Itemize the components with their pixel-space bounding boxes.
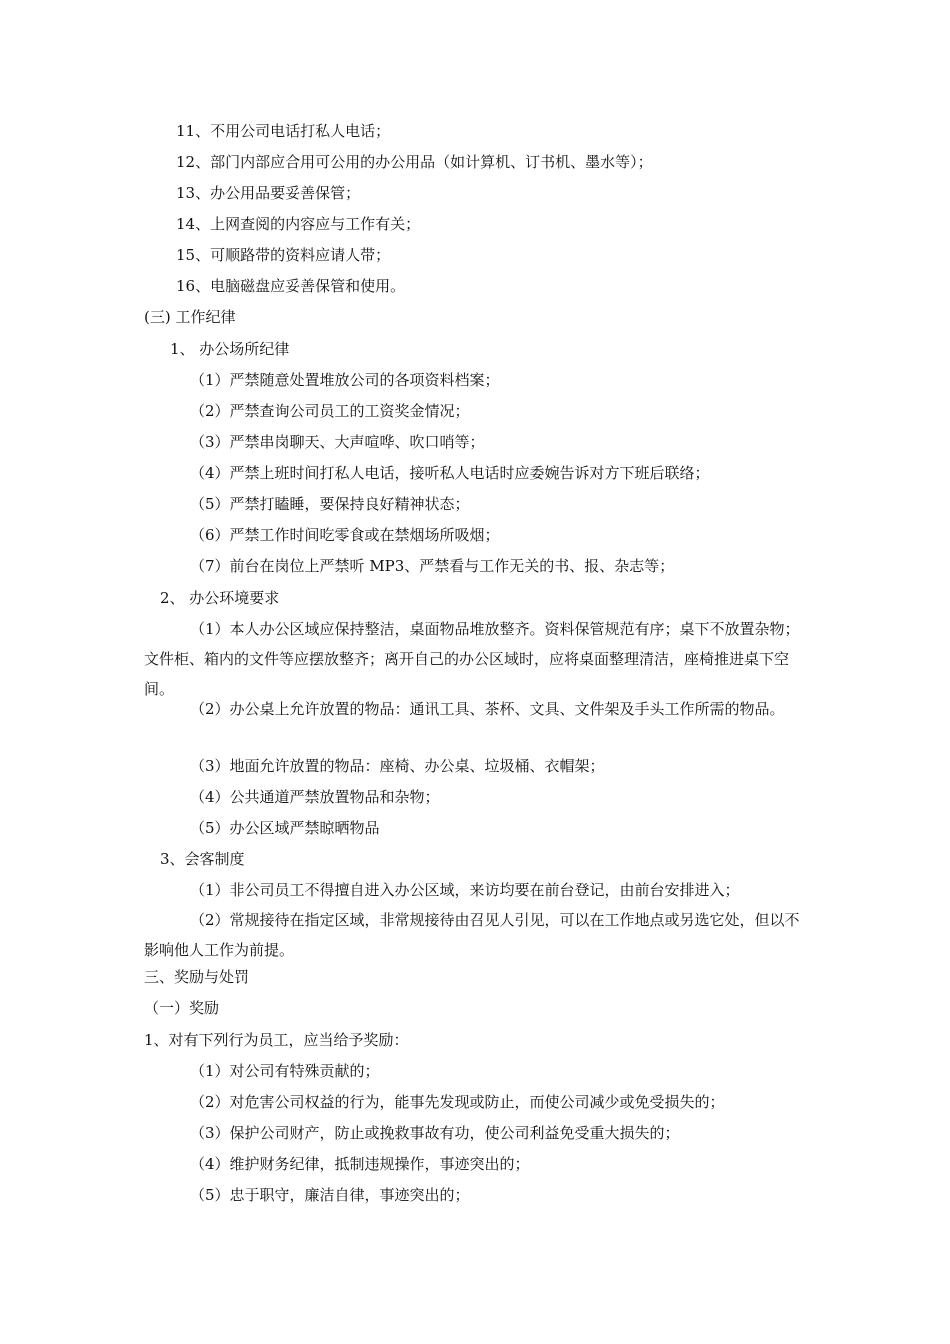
reward-item-3: （3）保护公司财产，防止或挽救事故有功，使公司利益免受重大损失的； <box>190 1124 680 1142</box>
office-discipline-item-3: （3）严禁串岗聊天、大声喧哗、吹口哨等； <box>190 433 485 451</box>
rule-item-14: 14、上网查阅的内容应与工作有关； <box>176 215 421 233</box>
subheading-office-environment: 2、 办公环境要求 <box>160 589 280 607</box>
reward-item-4: （4）维护财务纪律，抵制违规操作，事迹突出的； <box>190 1155 530 1173</box>
office-environment-item-3: （3）地面允许放置的物品：座椅、办公桌、垃圾桶、衣帽架； <box>190 757 605 775</box>
reward-item-1: （1）对公司有特殊贡献的； <box>190 1062 380 1080</box>
section-heading-work-discipline: (三) 工作纪律 <box>144 308 236 326</box>
office-discipline-item-4: （4）严禁上班时间打私人电话，接听私人电话时应委婉告诉对方下班后联络； <box>190 464 710 482</box>
subheading-reception-rules: 3、会客制度 <box>160 850 245 868</box>
reception-rule-item-2: （2）常规接待在指定区域，非常规接待由召见人引见，可以在工作地点或另选它处，但以不影响他人工作为前提。 <box>144 911 800 959</box>
office-environment-item-2: （2）办公桌上允许放置的物品：通讯工具、茶杯、文具、文件架及手头工作所需的物品。 <box>190 700 785 718</box>
office-environment-item-1: （1）本人办公区域应保持整洁，桌面物品堆放整齐。资料保管规范有序；桌下不放置杂物；文件柜、箱内的文件等应摆放整齐；离开自己的办公区域时，应将桌面整理清洁，座椅推进桌下空间。 <box>144 620 800 698</box>
rule-item-16: 16、电脑磁盘应妥善保管和使用。 <box>176 277 406 295</box>
office-discipline-item-5: （5）严禁打瞌睡，要保持良好精神状态； <box>190 495 470 513</box>
reception-rule-item-1: （1）非公司员工不得擅自进入办公区域，来访均要在前台登记，由前台安排进入； <box>190 881 740 899</box>
subheading-rewards: （一）奖励 <box>144 999 220 1017</box>
rule-item-15: 15、可顺路带的资料应请人带； <box>176 246 391 264</box>
part-heading-rewards-penalties: 三、奖励与处罚 <box>144 968 250 986</box>
office-discipline-item-6: （6）严禁工作时间吃零食或在禁烟场所吸烟； <box>190 526 500 544</box>
subheading-office-discipline: 1、 办公场所纪律 <box>170 340 290 358</box>
office-discipline-item-1: （1）严禁随意处置堆放公司的各项资料档案； <box>190 371 500 389</box>
office-environment-item-5: （5）办公区域严禁晾晒物品 <box>190 819 380 837</box>
rule-item-13: 13、办公用品要妥善保管； <box>176 184 361 202</box>
office-environment-item-4: （4）公共通道严禁放置物品和杂物； <box>190 788 440 806</box>
rule-item-12: 12、部门内部应合用可公用的办公用品（如计算机、订书机、墨水等）； <box>176 153 653 171</box>
reward-intro: 1、对有下列行为员工，应当给予奖励： <box>144 1031 409 1049</box>
reward-item-2: （2）对危害公司权益的行为，能事先发现或防止，而使公司减少或免受损失的； <box>190 1093 725 1111</box>
office-discipline-item-2: （2）严禁查询公司员工的工资奖金情况； <box>190 402 470 420</box>
reward-item-5: （5）忠于职守，廉洁自律，事迹突出的； <box>190 1186 470 1204</box>
rule-item-11: 11、不用公司电话打私人电话； <box>176 122 391 140</box>
office-discipline-item-7: （7）前台在岗位上严禁听 MP3、严禁看与工作无关的书、报、杂志等； <box>190 557 675 575</box>
